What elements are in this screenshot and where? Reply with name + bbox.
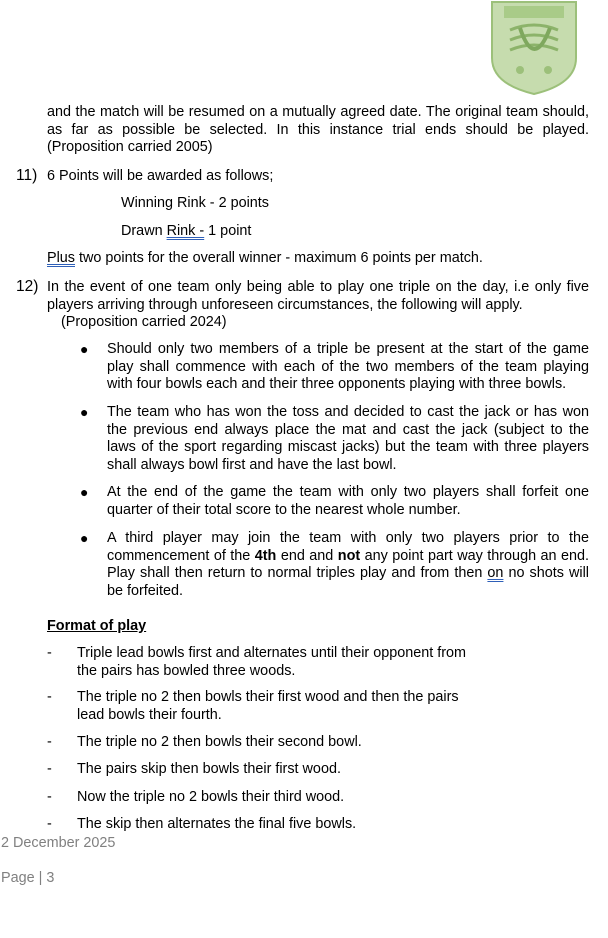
item-12-text: In the event of one team only being able to play one triple on the day, i.e only five players arriving through unforeseen circumstances, the following will apply. xyxy=(47,279,589,313)
format-item-2: The triple no 2 then bowls their first wood and then the pairs lead bowls their fourth. xyxy=(77,689,459,723)
bullet-4-part-d: no shots will be forfeited. xyxy=(107,565,589,599)
bullet-4-on: on xyxy=(487,565,504,581)
dash-4: - xyxy=(47,761,52,777)
club-crest-logo xyxy=(490,0,578,96)
dash-3: - xyxy=(47,734,52,750)
item-12-proposition: (Proposition carried 2024) xyxy=(61,314,227,330)
bullet-2-text: The team who has won the toss and decided to cast the jack or has won the previous end always place the mat and cast the jack (subject to the laws of the sport regarding miscast jacks) but the team with three players shall always bowl first and have the last bowl. xyxy=(107,404,589,473)
item-12-number: 12) xyxy=(16,278,39,295)
bullet-1-text: Should only two members of a triple be present at the start of the game play shall commence with each of the two members of the team playing with four bowls each and their three opponents playing with three bowls. xyxy=(107,341,589,392)
bullet-4-part-a: A third player may join the team with only two players prior to the commencement of the xyxy=(107,530,589,564)
bullet-3-text: At the end of the game the team with only two players shall forfeit one quarter of their total score to the nearest whole number. xyxy=(107,484,589,518)
winning-rink-line: Winning Rink - 2 points xyxy=(121,195,269,211)
bullet-4-bold-not: not xyxy=(337,547,361,564)
bullet-dot-3: ● xyxy=(80,484,89,500)
plus-rest: two points for the overall winner - maximum 6 points per match. xyxy=(75,250,483,266)
item-11-text: 6 Points will be awarded as follows; xyxy=(47,168,274,184)
bullet-dot-4: ● xyxy=(80,530,89,546)
format-item-6: The skip then alternates the final five bowls. xyxy=(77,816,357,832)
bullet-dot-1: ● xyxy=(80,341,89,357)
footer-date: 2 December 2025 xyxy=(1,835,116,851)
dash-6: - xyxy=(47,816,52,832)
format-of-play-heading: Format of play xyxy=(47,618,147,634)
drawn-rink-line xyxy=(121,223,251,241)
dash-5: - xyxy=(47,789,52,805)
format-item-5: Now the triple no 2 bowls their third wood. xyxy=(77,789,345,805)
plus-line xyxy=(47,250,483,268)
drawn-rink-part-c: 1 point xyxy=(204,223,252,239)
dash-1: - xyxy=(47,645,52,661)
bullet-dot-2: ● xyxy=(80,404,89,420)
format-item-3: The triple no 2 then bowls their second bowl. xyxy=(77,734,362,750)
plus-word: Plus xyxy=(47,250,75,266)
continued-paragraph: and the match will be resumed on a mutually agreed date. The original team should, as far as possible be selected. In this instance trial ends should be played. (Proposition carried 2005) xyxy=(47,104,589,155)
bullet-4-text xyxy=(107,530,589,600)
drawn-rink-part-a: Drawn xyxy=(121,223,167,239)
dash-2: - xyxy=(47,689,52,705)
bullet-4-part-b: end and xyxy=(276,547,338,564)
format-item-1: Triple lead bowls first and alternates until their opponent from the pairs has bowled three woods. xyxy=(77,645,467,679)
item-11-number: 11) xyxy=(16,167,38,184)
footer-page-number: Page | 3 xyxy=(1,870,55,886)
drawn-rink-part-b: Rink - xyxy=(166,223,205,239)
bullet-4-bold-4th: 4th xyxy=(254,547,277,564)
format-item-4: The pairs skip then bowls their first wood. xyxy=(77,761,341,777)
bullet-4-part-c: any point part way through an end. Play shall then return to normal triples play and from then xyxy=(107,547,590,581)
